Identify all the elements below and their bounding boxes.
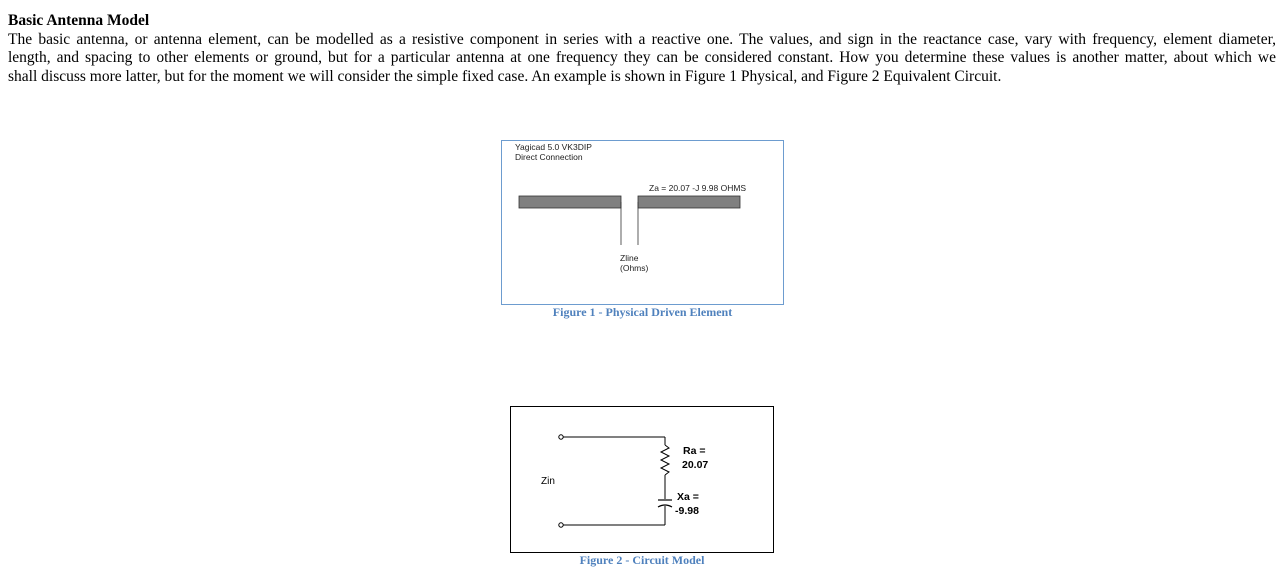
ra-value: 20.07 — [682, 459, 709, 471]
xa-value: -9.98 — [675, 505, 699, 517]
figure-1-caption: Figure 1 - Physical Driven Element — [552, 305, 733, 319]
ra-label: Ra = — [683, 445, 706, 457]
intro-paragraph — [8, 31, 1276, 86]
paragraph-line: The basic antenna, or antenna element, can be modelled as a resistive component in series with a reactive one. The values, and sign in the reactance case, vary with frequency, element diameter, — [8, 31, 1276, 48]
figure-1-physical-element — [501, 140, 784, 305]
top-terminal — [559, 435, 563, 439]
paragraph-line: shall discuss more latter, but for the moment we will consider the simple fixed case. An example is shown in Figure 1 Physical, and Figure 2 Equivalent Circuit. — [8, 67, 1002, 85]
figure-2-circuit-model — [510, 406, 774, 553]
right-element-half — [638, 196, 740, 208]
paragraph-line: length, and spacing to other elements or ground, but for a particular antenna at one frequency they can be considered constant. How you determine these values is another matter, about which we — [8, 49, 1276, 67]
left-element-half — [519, 196, 621, 208]
section-heading: Basic Antenna Model — [8, 12, 150, 29]
program-label: Yagicad 5.0 VK3DIP — [515, 142, 592, 152]
zin-label: Zin — [541, 476, 555, 487]
zline-units: (Ohms) — [620, 263, 649, 273]
figure-2-caption: Figure 2 - Circuit Model — [579, 553, 705, 567]
figure-1-drawing — [502, 141, 783, 304]
connection-label: Direct Connection — [515, 152, 583, 162]
xa-label: Xa = — [677, 491, 699, 503]
impedance-label: Za = 20.07 -J 9.98 OHMS — [649, 183, 747, 193]
resistor-symbol — [661, 445, 669, 475]
figure-2-schematic — [511, 407, 773, 552]
zline-label: Zline — [620, 253, 639, 263]
bottom-terminal — [559, 523, 563, 527]
